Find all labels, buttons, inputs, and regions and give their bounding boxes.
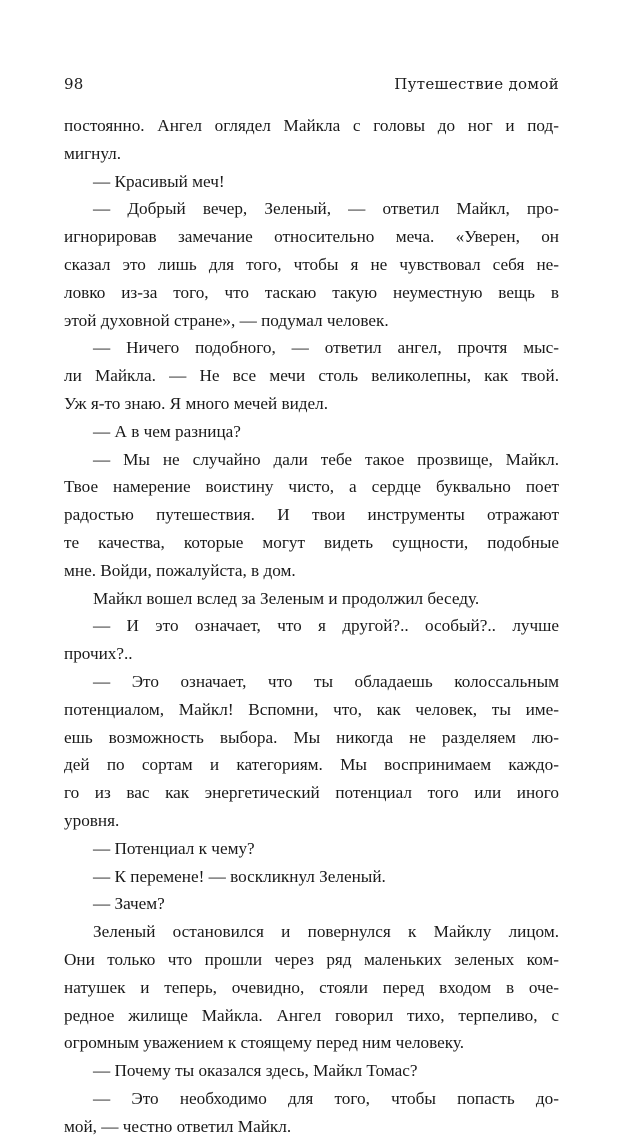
- page-number: 98: [64, 75, 84, 93]
- body-text: [64, 112, 559, 1140]
- text-line: — Мы не случайно дали тебе такое прозвище, Майкл.: [93, 449, 559, 469]
- text-line: — Ничего подобного, — ответил ангел, прочтя мыс-: [93, 338, 559, 358]
- text-line: Они только что прошли через ряд маленьких зеленых ком-: [64, 949, 559, 969]
- text-line: ли Майкла. — Не все мечи столь великолепны, как твой.: [64, 366, 559, 386]
- text-line: — К перемене! — воскликнул Зеленый.: [93, 866, 386, 886]
- text-line: — Зачем?: [93, 894, 165, 914]
- text-line: мой, — честно ответил Майкл.: [64, 1116, 292, 1136]
- text-line: го из вас как энергетический потенциал того или иного: [64, 783, 559, 803]
- text-line: — Красивый меч!: [93, 171, 225, 191]
- text-line: радостью путешествия. И твои инструменты отражают: [64, 505, 559, 525]
- text-line: ловко из-за того, что таскаю такую неуместную вещь в: [64, 282, 559, 302]
- text-line: огромным уважением к стоящему перед ним человеку.: [64, 1033, 465, 1053]
- text-line: — Это необходимо для того, чтобы попасть до-: [93, 1088, 559, 1108]
- text-line: — Это означает, что ты обладаешь колоссальным: [93, 671, 559, 691]
- text-line: — Потенциал к чему?: [93, 838, 255, 858]
- text-line: Уж я-то знаю. Я много мечей видел.: [64, 393, 329, 413]
- text-line: Твое намерение воистину чисто, а сердце буквально поет: [64, 477, 559, 497]
- text-line: сказал это лишь для того, чтобы я не чувствовал себя не-: [64, 254, 559, 274]
- text-line: мне. Войди, пожалуйста, в дом.: [64, 560, 296, 580]
- text-line: Зеленый остановился и повернулся к Майклу лицом.: [93, 922, 559, 942]
- text-line: уровня.: [64, 810, 120, 830]
- text-line: дей по сортам и категориям. Мы воспринимаем каждо-: [64, 755, 559, 775]
- text-line: редное жилище Майкла. Ангел говорил тихо, терпеливо, с: [64, 1005, 559, 1025]
- text-line: — А в чем разница?: [93, 421, 241, 441]
- text-line: — И это означает, что я другой?.. особый?.. лучше: [93, 616, 559, 636]
- text-line: те качества, которые могут видеть сущности, подобные: [64, 532, 559, 552]
- text-line: игнорировав замечание относительно меча. «Уверен, он: [64, 227, 559, 247]
- text-line: этой духовной стране», — подумал человек.: [64, 310, 389, 330]
- text-line: натушек и теперь, очевидно, стояли перед входом в оче-: [64, 977, 559, 997]
- text-line: мигнул.: [64, 143, 122, 163]
- text-line: — Добрый вечер, Зеленый, — ответил Майкл, про-: [93, 199, 559, 219]
- text-line: ешь возможность выбора. Мы никогда не разделяем лю-: [64, 727, 559, 747]
- text-line: потенциалом, Майкл! Вспомни, что, как человек, ты име-: [64, 699, 559, 719]
- text-line: постоянно. Ангел оглядел Майкла с головы до ног и под-: [64, 116, 559, 135]
- text-line: Майкл вошел вслед за Зеленым и продолжил беседу.: [93, 588, 480, 608]
- text-line: прочих?..: [64, 644, 133, 664]
- running-title: Путешествие домой: [394, 75, 559, 93]
- text-line: — Почему ты оказался здесь, Майкл Томас?: [93, 1061, 418, 1081]
